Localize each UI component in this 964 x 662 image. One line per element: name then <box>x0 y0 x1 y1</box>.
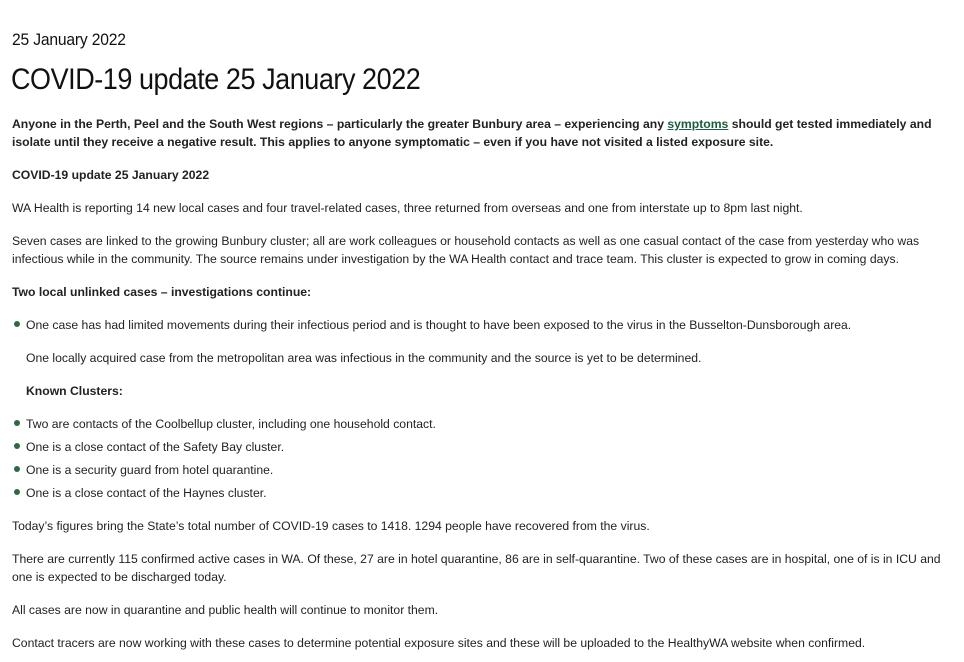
intro-text-end: should get tested immediately and isolate until they receive a negative result. This applies to anyone symptomatic – even if you have not visited a listed exposure site. <box>12 117 932 149</box>
paragraph-total-cases: Today’s figures bring the State’s total number of COVID-19 cases to 1418. 1294 people have recovered from the virus. <box>12 519 650 533</box>
paragraph-quarantine: All cases are now in quarantine and public health will continue to monitor them. <box>12 603 439 617</box>
unlinked-heading: Two local unlinked cases – investigations continue: <box>12 285 312 299</box>
intro-text-start: Anyone in the Perth, Peel and the South West regions – particularly the greater Bunbury area – experiencing any <box>12 117 668 131</box>
clusters-heading: Known Clusters: <box>26 384 123 398</box>
bullet-icon <box>14 420 20 426</box>
bullet-icon <box>14 443 20 449</box>
list-item: One case has had limited movements during their infectious period and is thought to have been exposed to the virus in the Busselton-Dunsborough area. <box>26 318 852 332</box>
article-date: 25 January 2022 <box>12 30 126 49</box>
intro-paragraph <box>12 115 952 151</box>
paragraph-contact-tracers: Contact tracers are now working with these cases to determine potential exposure sites and these will be uploaded to the HealthyWA website when confirmed. <box>12 636 866 650</box>
bullet-icon <box>14 489 20 495</box>
paragraph-bunbury-cluster: Seven cases are linked to the growing Bunbury cluster; all are work colleagues or household contacts as well as one casual contact of the case from yesterday who was infectious while in the community. The source remains under investigation by the WA Health contact and trace team. This cluster is expected to grow in coming days. <box>12 234 920 266</box>
cluster-list-item: Two are contacts of the Coolbellup cluster, including one household contact. <box>26 417 436 431</box>
unlinked-second-case: One locally acquired case from the metropolitan area was infectious in the community and the source is yet to be determined. <box>26 351 702 365</box>
cluster-list-item: One is a close contact of the Haynes cluster. <box>26 486 267 500</box>
subheading: COVID-19 update 25 January 2022 <box>12 168 210 182</box>
cluster-list-item: One is a security guard from hotel quarantine. <box>26 463 274 477</box>
paragraph-new-cases: WA Health is reporting 14 new local cases and four travel-related cases, three returned from overseas and one from interstate up to 8pm last night. <box>12 201 803 215</box>
symptoms-link[interactable]: symptoms <box>667 117 729 131</box>
paragraph-active-cases: There are currently 115 confirmed active cases in WA. Of these, 27 are in hotel quarantine, 86 are in self-quarantine. Two of these cases are in hospital, one of is in ICU and one is expected to be discharged today. <box>12 552 941 584</box>
cluster-list-item: One is a close contact of the Safety Bay cluster. <box>26 440 285 454</box>
bullet-icon <box>14 466 20 472</box>
bullet-icon <box>14 321 20 327</box>
page-title: COVID-19 update 25 January 2022 <box>11 63 421 96</box>
